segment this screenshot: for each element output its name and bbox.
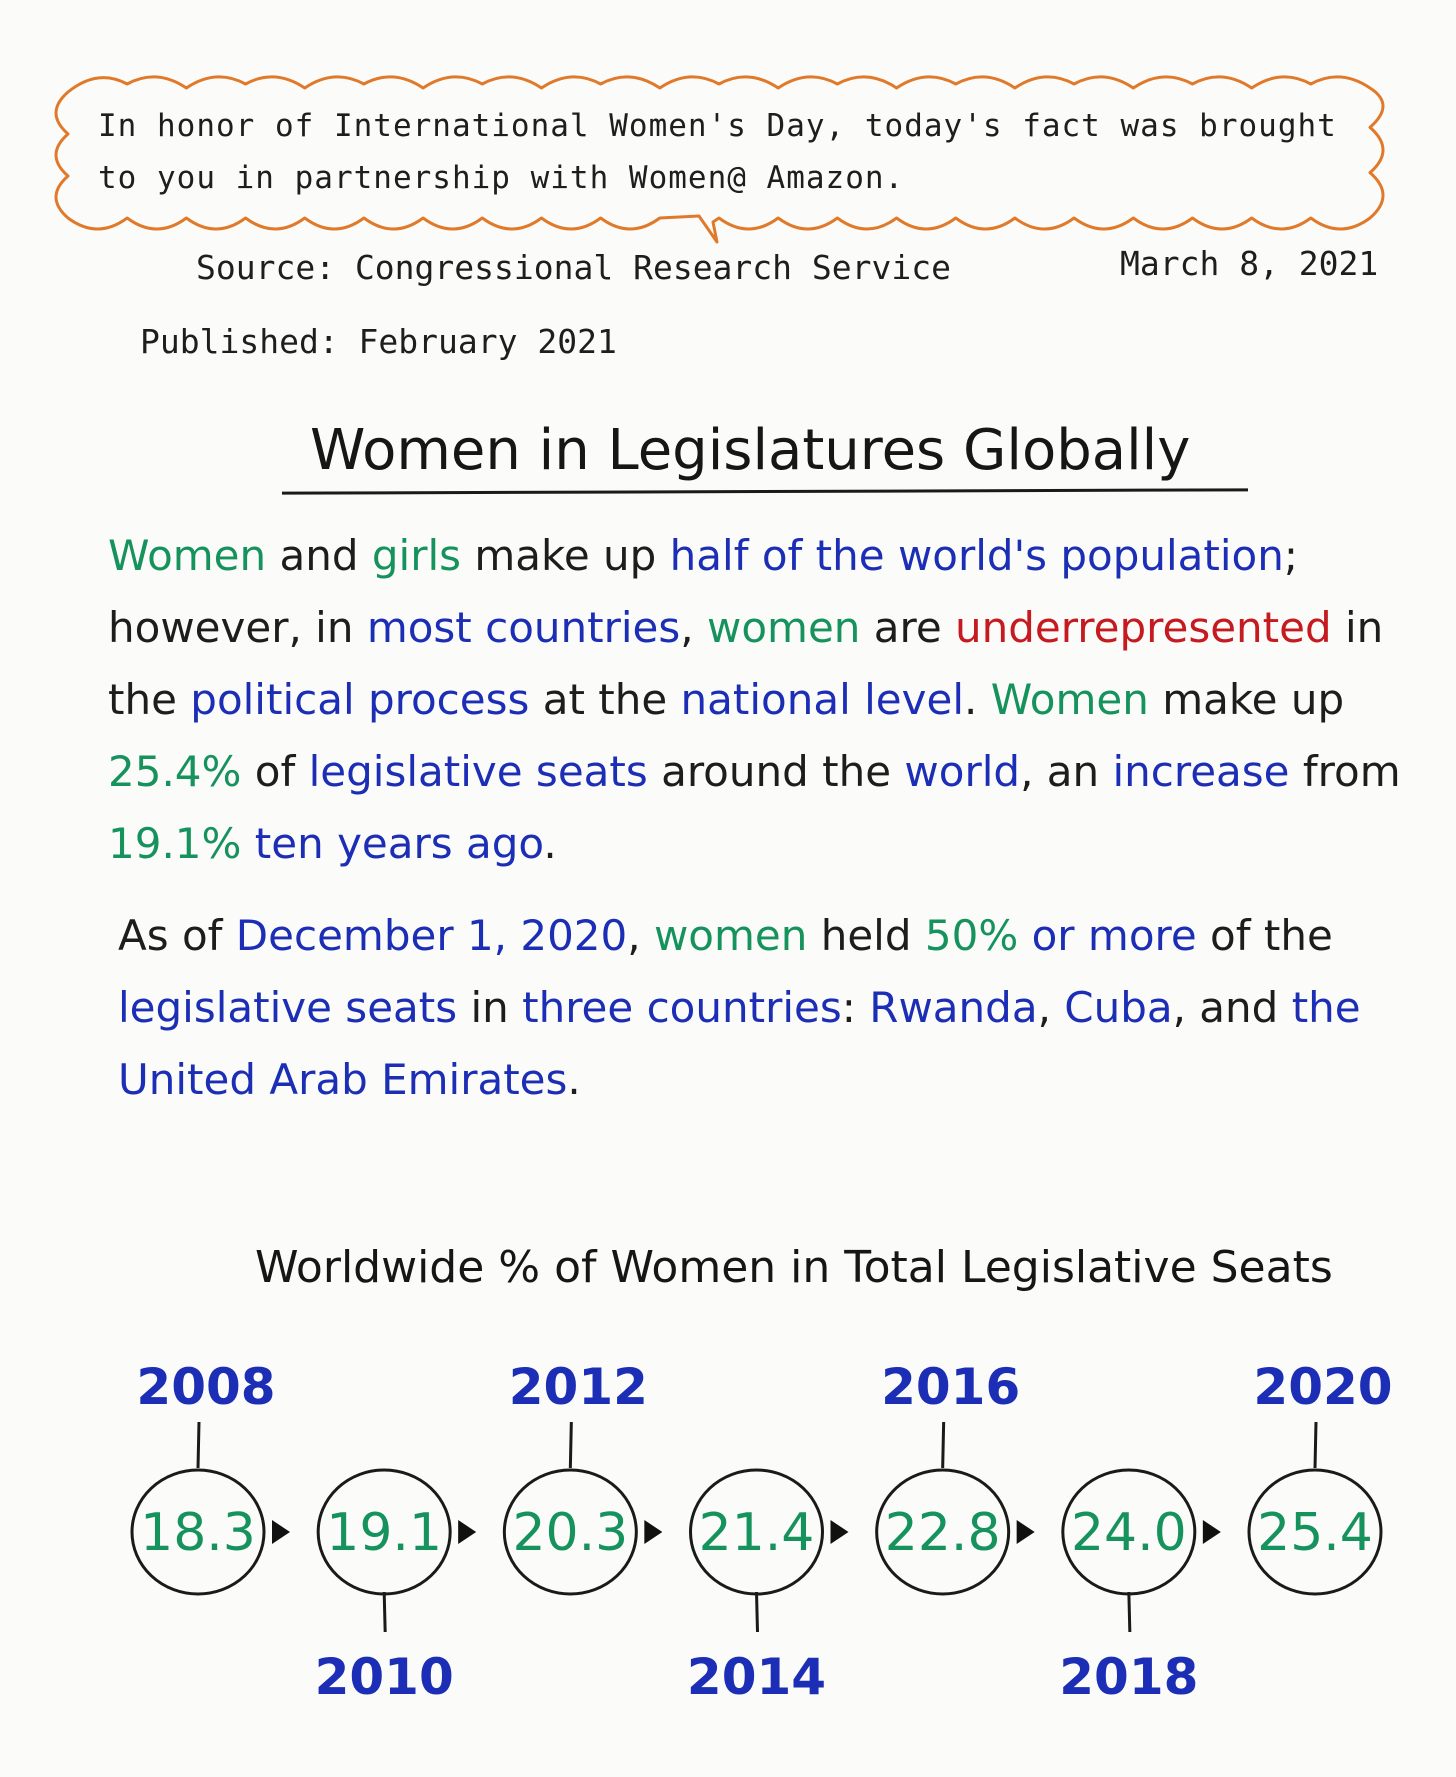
text-segment: women bbox=[706, 603, 861, 652]
text-segment: ; bbox=[1283, 531, 1299, 580]
arrow-icon bbox=[831, 1520, 849, 1544]
arrow-icon bbox=[1203, 1520, 1221, 1544]
value-label: 19.1 bbox=[326, 1503, 443, 1563]
text-segment: ten years ago bbox=[241, 819, 544, 868]
text-segment: As of bbox=[118, 911, 236, 960]
value-label: 20.3 bbox=[512, 1503, 629, 1563]
value-label: 24.0 bbox=[1070, 1503, 1187, 1563]
arrow-icon bbox=[272, 1520, 290, 1544]
text-segment: . bbox=[543, 819, 557, 868]
year-label: 2008 bbox=[136, 1358, 276, 1416]
year-label: 2014 bbox=[686, 1648, 827, 1706]
text-segment: half of the world's population bbox=[669, 531, 1284, 580]
text-segment: Cuba bbox=[1064, 983, 1173, 1032]
text-segment: national level bbox=[680, 675, 964, 724]
paragraph-line bbox=[108, 592, 1438, 664]
text-segment: 19.1% bbox=[108, 819, 242, 868]
paragraph-line bbox=[118, 1044, 1418, 1116]
year-label: 2012 bbox=[508, 1358, 648, 1416]
text-segment: , bbox=[627, 911, 654, 960]
text-segment: : bbox=[841, 983, 870, 1032]
timeline-node bbox=[877, 1358, 1035, 1594]
text-segment: , an bbox=[1020, 747, 1113, 796]
text-segment: in bbox=[1331, 603, 1384, 652]
paragraph-line bbox=[108, 664, 1438, 736]
timeline-chart bbox=[0, 1300, 1456, 1720]
callout-line-1: In honor of International Women's Day, today's fact was brought bbox=[98, 108, 1337, 144]
text-segment: Rwanda bbox=[869, 983, 1038, 1032]
page-title: Women in Legislatures Globally bbox=[310, 418, 1191, 483]
year-tick bbox=[943, 1422, 944, 1468]
callout-line-2: to you in partnership with Women@ Amazon. bbox=[98, 160, 905, 196]
chart-title: Worldwide % of Women in Total Legislative Seats bbox=[255, 1242, 1333, 1293]
timeline-node bbox=[1249, 1358, 1393, 1594]
text-segment: held bbox=[807, 911, 925, 960]
year-label: 2010 bbox=[314, 1648, 454, 1706]
text-segment: increase bbox=[1112, 747, 1290, 796]
value-label: 21.4 bbox=[698, 1503, 815, 1563]
year-label: 2020 bbox=[1253, 1358, 1393, 1416]
text-segment: make up bbox=[1148, 675, 1345, 724]
paragraph-line bbox=[108, 520, 1438, 592]
text-segment: December 1, 2020 bbox=[235, 911, 628, 960]
year-tick bbox=[384, 1592, 385, 1632]
timeline-node bbox=[132, 1358, 290, 1594]
text-segment: three countries bbox=[522, 983, 842, 1032]
paragraph-line bbox=[118, 900, 1418, 972]
value-label: 18.3 bbox=[140, 1503, 256, 1563]
text-segment: , and bbox=[1172, 983, 1292, 1032]
timeline-node bbox=[687, 1470, 849, 1706]
year-label: 2018 bbox=[1059, 1648, 1199, 1706]
text-segment: are bbox=[860, 603, 956, 652]
text-segment: 25.4% bbox=[108, 747, 242, 796]
year-tick bbox=[570, 1422, 571, 1468]
title-underline bbox=[282, 488, 1248, 494]
text-segment: from bbox=[1289, 747, 1401, 796]
arrow-icon bbox=[458, 1520, 476, 1544]
year-tick bbox=[198, 1422, 199, 1468]
year-label: 2016 bbox=[881, 1358, 1021, 1416]
date-text: March 8, 2021 bbox=[1120, 244, 1379, 283]
text-segment: the bbox=[1291, 983, 1361, 1032]
paragraph-line bbox=[108, 808, 1438, 880]
text-segment: however, in bbox=[108, 603, 367, 652]
text-segment: girls bbox=[371, 531, 462, 580]
paragraph-population bbox=[108, 520, 1438, 880]
timeline-node bbox=[504, 1358, 662, 1594]
text-segment: legislative seats bbox=[308, 747, 648, 796]
year-tick bbox=[1129, 1592, 1130, 1632]
text-segment: 50% bbox=[924, 911, 1019, 960]
text-segment: world bbox=[904, 747, 1021, 796]
text-segment: Women bbox=[990, 675, 1149, 724]
timeline-node bbox=[315, 1470, 477, 1706]
text-segment: most countries bbox=[366, 603, 681, 652]
text-segment: underrepresented bbox=[955, 603, 1332, 652]
value-label: 22.8 bbox=[884, 1503, 1001, 1563]
paragraph-line bbox=[108, 736, 1438, 808]
text-segment: , bbox=[1037, 983, 1065, 1032]
text-segment: at the bbox=[529, 675, 681, 724]
year-tick bbox=[757, 1592, 758, 1632]
timeline-node bbox=[1059, 1470, 1221, 1706]
text-segment: the bbox=[108, 675, 191, 724]
paragraph-line bbox=[118, 972, 1418, 1044]
text-segment: political process bbox=[190, 675, 530, 724]
source-text: Source: Congressional Research Service bbox=[196, 248, 951, 287]
year-tick bbox=[1315, 1422, 1316, 1468]
text-segment: around the bbox=[647, 747, 905, 796]
text-segment: in bbox=[457, 983, 523, 1032]
text-segment: legislative seats bbox=[118, 983, 458, 1032]
arrow-icon bbox=[644, 1520, 662, 1544]
text-segment: of bbox=[241, 747, 309, 796]
published-text: Published: February 2021 bbox=[140, 322, 617, 361]
text-segment: of the bbox=[1196, 911, 1333, 960]
text-segment: Women bbox=[108, 531, 267, 580]
text-segment: and bbox=[266, 531, 372, 580]
text-segment: . bbox=[964, 675, 991, 724]
paragraph-countries bbox=[118, 900, 1418, 1116]
text-segment: or more bbox=[1018, 911, 1197, 960]
text-segment: . bbox=[567, 1055, 581, 1104]
text-segment: United Arab Emirates bbox=[118, 1055, 568, 1104]
text-segment: , bbox=[680, 603, 707, 652]
arrow-icon bbox=[1017, 1520, 1035, 1544]
text-segment: women bbox=[653, 911, 808, 960]
text-segment: make up bbox=[461, 531, 670, 580]
value-label: 25.4 bbox=[1257, 1503, 1373, 1563]
